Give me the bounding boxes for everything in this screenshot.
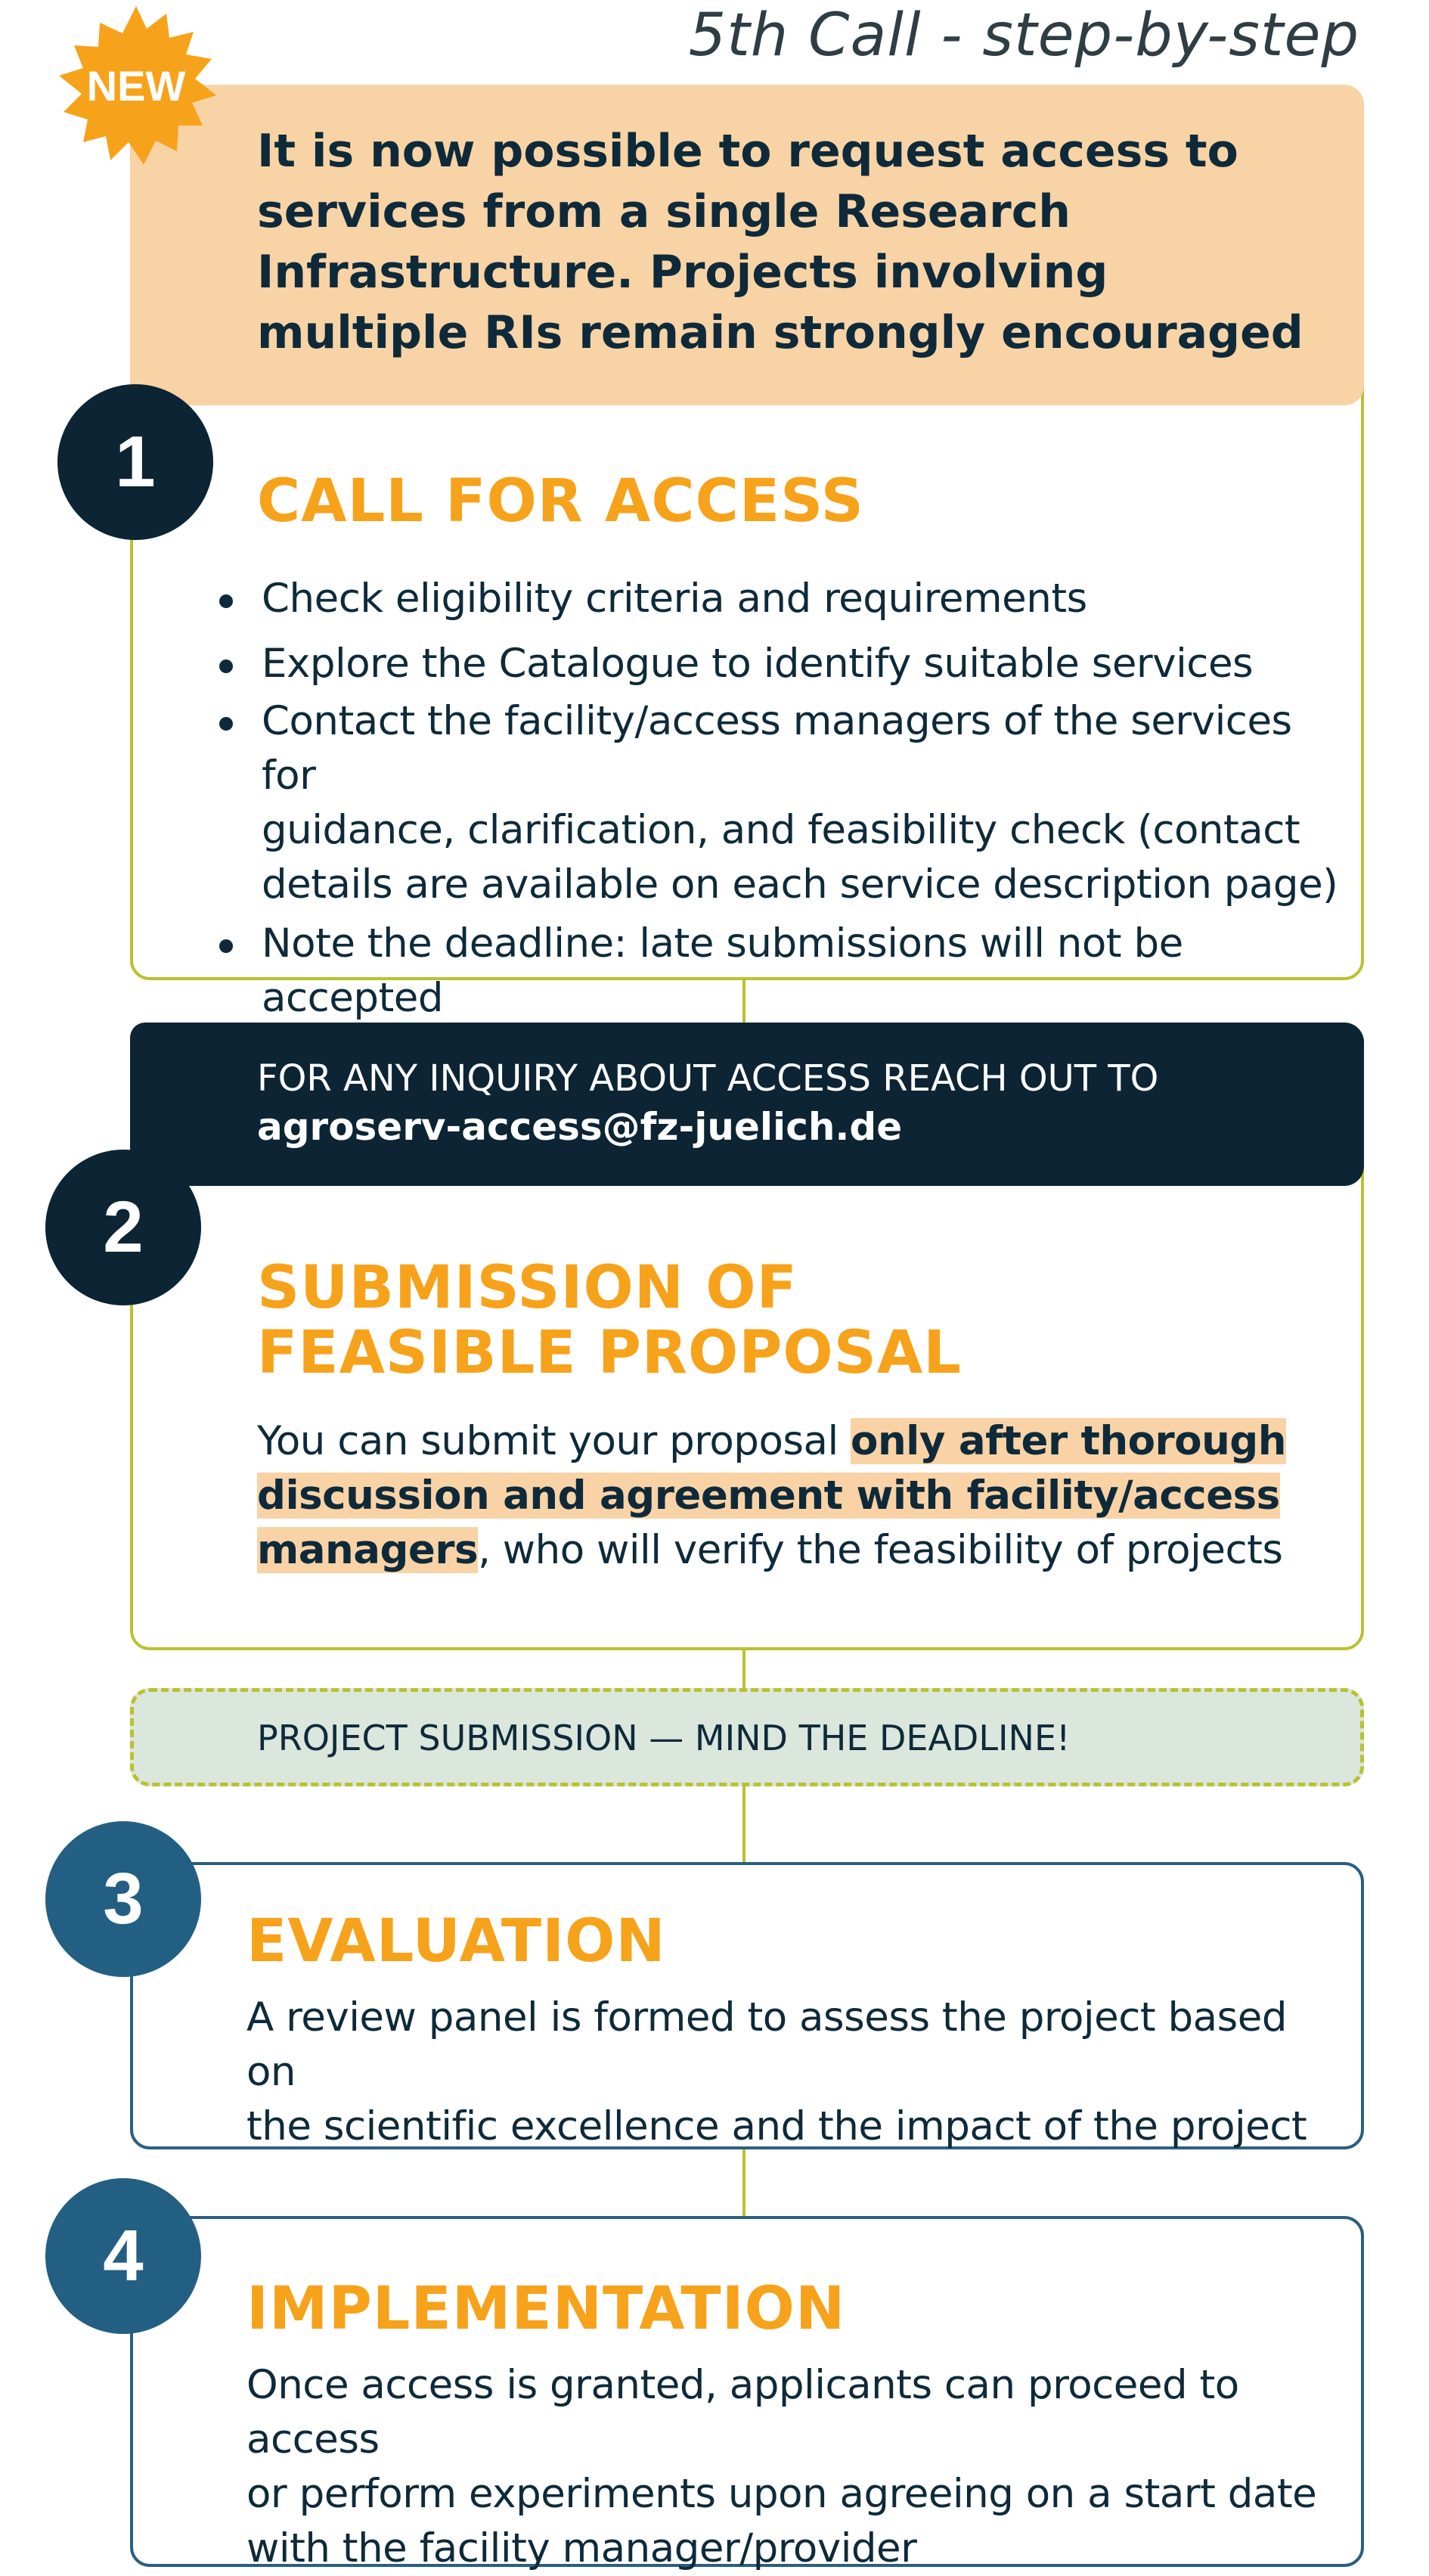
connector-line (742, 980, 745, 1024)
announcement-line: services from a single Research (257, 185, 1071, 238)
step4-text: Once access is granted, applicants can proceed to access or perform experiments upon agreeing on a start date with the facility manager/provider (246, 2362, 1317, 2571)
announcement-line: Infrastructure. Projects involving (257, 246, 1108, 299)
announcement-line: multiple RIs remain strongly encouraged (257, 306, 1303, 359)
list-item: Explore the Catalogue to identify suitable services (219, 637, 1346, 691)
step4-number: 4 (45, 2178, 201, 2334)
inquiry-label: FOR ANY INQUIRY ABOUT ACCESS REACH OUT TO (257, 1057, 1159, 1100)
highlight: discussion and agreement with facility/access (257, 1473, 1280, 1519)
step4-title: IMPLEMENTATION (246, 2275, 846, 2343)
page-title: 5th Call - step-by-step (688, 2, 1359, 70)
step3-text: A review panel is formed to assess the project based on the scientific excellence and the impact of the project (246, 1994, 1307, 2149)
inquiry-email[interactable]: agroserv-access@fz-juelich.de (257, 1105, 903, 1149)
step1-bullets (219, 572, 1346, 1026)
list-item: Contact the facility/access managers of the services for guidance, clarification, and feasibility check (contact details are available on each service description page) (219, 694, 1346, 912)
step2-title-line: FEASIBLE PROPOSAL (257, 1319, 962, 1387)
connector-line (742, 1786, 745, 1864)
deadline-banner-text: PROJECT SUBMISSION — MIND THE DEADLINE! (257, 1718, 1071, 1758)
new-badge-label: NEW (86, 61, 186, 110)
announcement-line: It is now possible to request access to (257, 125, 1238, 178)
step3-number: 3 (45, 1821, 201, 1977)
step2-title-line: SUBMISSION OF (257, 1254, 798, 1322)
step3-title: EVALUATION (246, 1907, 666, 1975)
announcement-text (257, 121, 1346, 363)
list-item: Note the deadline: late submissions will not be accepted (219, 917, 1346, 1026)
step1-title: CALL FOR ACCESS (257, 467, 864, 535)
step2-title (257, 1255, 962, 1386)
connector-line (742, 1650, 745, 1690)
connector-line (742, 2149, 745, 2218)
list-item: Check eligibility criteria and requirements (219, 572, 1346, 626)
highlight: only after thorough (851, 1418, 1286, 1464)
step1-number: 1 (57, 384, 213, 540)
step2-text: You can submit your proposal only after thorough discussion and agreement with facility/access managers, who will verify the feasibility of projects (257, 1418, 1286, 1573)
highlight: managers (257, 1527, 479, 1573)
step2-number: 2 (45, 1150, 201, 1305)
